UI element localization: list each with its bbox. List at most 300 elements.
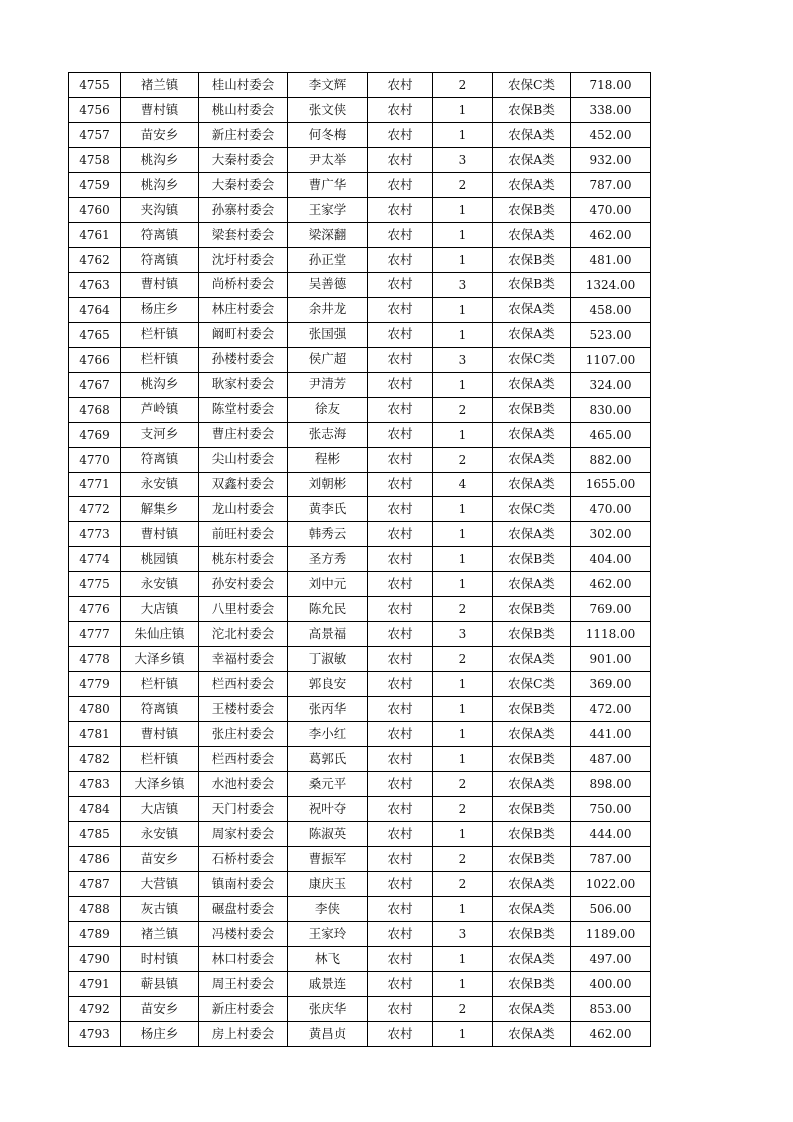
area-type-cell: 农村: [368, 1021, 433, 1046]
township-cell: 曹村镇: [121, 722, 199, 747]
row-number-cell: 4770: [69, 447, 121, 472]
area-type-cell: 农村: [368, 822, 433, 847]
insurance-category-cell: 农保A类: [493, 372, 571, 397]
household-count-cell: 2: [433, 772, 493, 797]
area-type-cell: 农村: [368, 597, 433, 622]
township-cell: 大泽乡镇: [121, 647, 199, 672]
village-committee-cell: 桃东村委会: [199, 547, 288, 572]
amount-cell: 458.00: [571, 297, 651, 322]
name-cell: 曹振军: [288, 847, 368, 872]
household-count-cell: 1: [433, 547, 493, 572]
table-row: [69, 971, 651, 996]
name-cell: 葛郭氏: [288, 747, 368, 772]
township-cell: 苗安乡: [121, 122, 199, 147]
household-count-cell: 2: [433, 597, 493, 622]
amount-cell: 472.00: [571, 697, 651, 722]
household-count-cell: 1: [433, 896, 493, 921]
name-cell: 吴善德: [288, 272, 368, 297]
household-count-cell: 3: [433, 921, 493, 946]
amount-cell: 487.00: [571, 747, 651, 772]
amount-cell: 523.00: [571, 322, 651, 347]
township-cell: 符离镇: [121, 222, 199, 247]
insurance-category-cell: 农保B类: [493, 547, 571, 572]
amount-cell: 1118.00: [571, 622, 651, 647]
household-count-cell: 2: [433, 447, 493, 472]
township-cell: 永安镇: [121, 572, 199, 597]
village-committee-cell: 前旺村委会: [199, 522, 288, 547]
township-cell: 永安镇: [121, 472, 199, 497]
insurance-category-cell: 农保B类: [493, 272, 571, 297]
name-cell: 高景福: [288, 622, 368, 647]
name-cell: 康庆玉: [288, 872, 368, 897]
household-count-cell: 2: [433, 872, 493, 897]
village-committee-cell: 天门村委会: [199, 797, 288, 822]
table-row: [69, 772, 651, 797]
township-cell: 蕲县镇: [121, 971, 199, 996]
area-type-cell: 农村: [368, 847, 433, 872]
amount-cell: 302.00: [571, 522, 651, 547]
name-cell: 张文侠: [288, 97, 368, 122]
insurance-category-cell: 农保B类: [493, 397, 571, 422]
area-type-cell: 农村: [368, 747, 433, 772]
township-cell: 曹村镇: [121, 97, 199, 122]
township-cell: 时村镇: [121, 946, 199, 971]
name-cell: 刘朝彬: [288, 472, 368, 497]
township-cell: 杨庄乡: [121, 297, 199, 322]
household-count-cell: 1: [433, 247, 493, 272]
row-number-cell: 4756: [69, 97, 121, 122]
household-count-cell: 1: [433, 946, 493, 971]
row-number-cell: 4781: [69, 722, 121, 747]
name-cell: 何冬梅: [288, 122, 368, 147]
household-count-cell: 3: [433, 347, 493, 372]
name-cell: 黄昌贞: [288, 1021, 368, 1046]
area-type-cell: 农村: [368, 197, 433, 222]
table-row: [69, 797, 651, 822]
row-number-cell: 4789: [69, 921, 121, 946]
insurance-category-cell: 农保C类: [493, 347, 571, 372]
table-row: [69, 397, 651, 422]
area-type-cell: 农村: [368, 172, 433, 197]
table-row: [69, 647, 651, 672]
table-row: [69, 847, 651, 872]
row-number-cell: 4790: [69, 946, 121, 971]
table-row: [69, 547, 651, 572]
area-type-cell: 农村: [368, 971, 433, 996]
township-cell: 栏杆镇: [121, 672, 199, 697]
table-row: [69, 222, 651, 247]
table-row: [69, 372, 651, 397]
village-committee-cell: 尚桥村委会: [199, 272, 288, 297]
name-cell: 尹清芳: [288, 372, 368, 397]
household-count-cell: 1: [433, 197, 493, 222]
area-type-cell: 农村: [368, 422, 433, 447]
area-type-cell: 农村: [368, 247, 433, 272]
village-committee-cell: 陈堂村委会: [199, 397, 288, 422]
household-count-cell: 2: [433, 73, 493, 98]
township-cell: 曹村镇: [121, 522, 199, 547]
household-count-cell: 2: [433, 397, 493, 422]
insurance-category-cell: 农保A类: [493, 522, 571, 547]
row-number-cell: 4771: [69, 472, 121, 497]
amount-cell: 898.00: [571, 772, 651, 797]
village-committee-cell: 栏西村委会: [199, 747, 288, 772]
township-cell: 芦岭镇: [121, 397, 199, 422]
village-committee-cell: 林口村委会: [199, 946, 288, 971]
household-count-cell: 1: [433, 322, 493, 347]
village-committee-cell: 王楼村委会: [199, 697, 288, 722]
household-count-cell: 2: [433, 172, 493, 197]
amount-cell: 465.00: [571, 422, 651, 447]
township-cell: 桃沟乡: [121, 372, 199, 397]
table-row: [69, 896, 651, 921]
row-number-cell: 4763: [69, 272, 121, 297]
area-type-cell: 农村: [368, 622, 433, 647]
amount-cell: 787.00: [571, 172, 651, 197]
amount-cell: 1655.00: [571, 472, 651, 497]
area-type-cell: 农村: [368, 322, 433, 347]
amount-cell: 830.00: [571, 397, 651, 422]
insurance-category-cell: 农保B类: [493, 97, 571, 122]
table-row: [69, 996, 651, 1021]
village-committee-cell: 阚町村委会: [199, 322, 288, 347]
township-cell: 符离镇: [121, 247, 199, 272]
insurance-category-cell: 农保B类: [493, 622, 571, 647]
village-committee-cell: 耿家村委会: [199, 372, 288, 397]
amount-cell: 750.00: [571, 797, 651, 822]
household-count-cell: 1: [433, 697, 493, 722]
township-cell: 大店镇: [121, 797, 199, 822]
name-cell: 陈淑英: [288, 822, 368, 847]
insurance-category-cell: 农保A类: [493, 422, 571, 447]
name-cell: 祝叶夺: [288, 797, 368, 822]
table-row: [69, 97, 651, 122]
insurance-category-cell: 农保A类: [493, 322, 571, 347]
row-number-cell: 4784: [69, 797, 121, 822]
table-row: [69, 497, 651, 522]
row-number-cell: 4758: [69, 147, 121, 172]
amount-cell: 444.00: [571, 822, 651, 847]
village-committee-cell: 沱北村委会: [199, 622, 288, 647]
village-committee-cell: 石桥村委会: [199, 847, 288, 872]
name-cell: 王家玲: [288, 921, 368, 946]
area-type-cell: 农村: [368, 572, 433, 597]
township-cell: 褚兰镇: [121, 921, 199, 946]
village-committee-cell: 双鑫村委会: [199, 472, 288, 497]
row-number-cell: 4776: [69, 597, 121, 622]
township-cell: 大营镇: [121, 872, 199, 897]
village-committee-cell: 镇南村委会: [199, 872, 288, 897]
amount-cell: 404.00: [571, 547, 651, 572]
village-committee-cell: 周家村委会: [199, 822, 288, 847]
row-number-cell: 4759: [69, 172, 121, 197]
name-cell: 王家学: [288, 197, 368, 222]
row-number-cell: 4788: [69, 896, 121, 921]
amount-cell: 769.00: [571, 597, 651, 622]
insurance-category-cell: 农保B类: [493, 847, 571, 872]
household-count-cell: 2: [433, 996, 493, 1021]
village-committee-cell: 水池村委会: [199, 772, 288, 797]
name-cell: 刘中元: [288, 572, 368, 597]
village-committee-cell: 大秦村委会: [199, 147, 288, 172]
insurance-category-cell: 农保A类: [493, 447, 571, 472]
name-cell: 张丙华: [288, 697, 368, 722]
insurance-category-cell: 农保A类: [493, 172, 571, 197]
insurance-category-cell: 农保A类: [493, 647, 571, 672]
amount-cell: 462.00: [571, 572, 651, 597]
household-count-cell: 1: [433, 722, 493, 747]
name-cell: 李文辉: [288, 73, 368, 98]
area-type-cell: 农村: [368, 147, 433, 172]
village-committee-cell: 沈圩村委会: [199, 247, 288, 272]
row-number-cell: 4787: [69, 872, 121, 897]
insurance-category-cell: 农保A类: [493, 722, 571, 747]
household-count-cell: 3: [433, 147, 493, 172]
area-type-cell: 农村: [368, 347, 433, 372]
name-cell: 林飞: [288, 946, 368, 971]
township-cell: 桃沟乡: [121, 147, 199, 172]
row-number-cell: 4765: [69, 322, 121, 347]
insurance-category-cell: 农保B类: [493, 697, 571, 722]
row-number-cell: 4766: [69, 347, 121, 372]
household-count-cell: 1: [433, 822, 493, 847]
amount-cell: 462.00: [571, 222, 651, 247]
area-type-cell: 农村: [368, 472, 433, 497]
amount-cell: 1022.00: [571, 872, 651, 897]
village-committee-cell: 冯楼村委会: [199, 921, 288, 946]
insurance-category-cell: 农保A类: [493, 772, 571, 797]
village-committee-cell: 八里村委会: [199, 597, 288, 622]
table-row: [69, 347, 651, 372]
village-committee-cell: 新庄村委会: [199, 122, 288, 147]
table-row: [69, 946, 651, 971]
row-number-cell: 4778: [69, 647, 121, 672]
township-cell: 苗安乡: [121, 996, 199, 1021]
household-count-cell: 2: [433, 647, 493, 672]
township-cell: 大店镇: [121, 597, 199, 622]
row-number-cell: 4774: [69, 547, 121, 572]
table-row: [69, 747, 651, 772]
name-cell: 丁淑敏: [288, 647, 368, 672]
table-row: [69, 422, 651, 447]
amount-cell: 1324.00: [571, 272, 651, 297]
insurance-category-cell: 农保C类: [493, 497, 571, 522]
insurance-category-cell: 农保A类: [493, 472, 571, 497]
insurance-category-cell: 农保B类: [493, 597, 571, 622]
table-row: [69, 472, 651, 497]
area-type-cell: 农村: [368, 672, 433, 697]
area-type-cell: 农村: [368, 73, 433, 98]
table-row: [69, 921, 651, 946]
row-number-cell: 4775: [69, 572, 121, 597]
insurance-category-cell: 农保B类: [493, 747, 571, 772]
insurance-category-cell: 农保A类: [493, 147, 571, 172]
area-type-cell: 农村: [368, 547, 433, 572]
row-number-cell: 4772: [69, 497, 121, 522]
row-number-cell: 4782: [69, 747, 121, 772]
township-cell: 桃沟乡: [121, 172, 199, 197]
insurance-category-cell: 农保B类: [493, 797, 571, 822]
household-count-cell: 1: [433, 522, 493, 547]
amount-cell: 718.00: [571, 73, 651, 98]
area-type-cell: 农村: [368, 297, 433, 322]
amount-cell: 452.00: [571, 122, 651, 147]
table-row: [69, 122, 651, 147]
insurance-category-cell: 农保A类: [493, 1021, 571, 1046]
insurance-category-cell: 农保C类: [493, 672, 571, 697]
village-committee-cell: 曹庄村委会: [199, 422, 288, 447]
row-number-cell: 4791: [69, 971, 121, 996]
amount-cell: 369.00: [571, 672, 651, 697]
row-number-cell: 4768: [69, 397, 121, 422]
table-row: [69, 172, 651, 197]
household-count-cell: 1: [433, 497, 493, 522]
table-row: [69, 697, 651, 722]
table-row: [69, 297, 651, 322]
township-cell: 大泽乡镇: [121, 772, 199, 797]
household-count-cell: 3: [433, 622, 493, 647]
row-number-cell: 4761: [69, 222, 121, 247]
township-cell: 栏杆镇: [121, 747, 199, 772]
amount-cell: 901.00: [571, 647, 651, 672]
village-committee-cell: 尖山村委会: [199, 447, 288, 472]
household-count-cell: 1: [433, 672, 493, 697]
household-count-cell: 1: [433, 1021, 493, 1046]
table-row: [69, 447, 651, 472]
subsidy-table: [68, 72, 651, 1047]
amount-cell: 338.00: [571, 97, 651, 122]
row-number-cell: 4792: [69, 996, 121, 1021]
area-type-cell: 农村: [368, 996, 433, 1021]
area-type-cell: 农村: [368, 872, 433, 897]
insurance-category-cell: 农保B类: [493, 247, 571, 272]
township-cell: 支河乡: [121, 422, 199, 447]
row-number-cell: 4793: [69, 1021, 121, 1046]
household-count-cell: 2: [433, 847, 493, 872]
area-type-cell: 农村: [368, 921, 433, 946]
insurance-category-cell: 农保A类: [493, 222, 571, 247]
row-number-cell: 4757: [69, 122, 121, 147]
area-type-cell: 农村: [368, 122, 433, 147]
name-cell: 郭良安: [288, 672, 368, 697]
name-cell: 桑元平: [288, 772, 368, 797]
insurance-category-cell: 农保A类: [493, 996, 571, 1021]
village-committee-cell: 幸福村委会: [199, 647, 288, 672]
area-type-cell: 农村: [368, 397, 433, 422]
row-number-cell: 4755: [69, 73, 121, 98]
name-cell: 戚景连: [288, 971, 368, 996]
insurance-category-cell: 农保A类: [493, 896, 571, 921]
amount-cell: 324.00: [571, 372, 651, 397]
table-row: [69, 822, 651, 847]
table-row: [69, 622, 651, 647]
row-number-cell: 4777: [69, 622, 121, 647]
table-row: [69, 1021, 651, 1046]
name-cell: 圣方秀: [288, 547, 368, 572]
table-row: [69, 722, 651, 747]
table-row: [69, 597, 651, 622]
table-row: [69, 197, 651, 222]
name-cell: 余井龙: [288, 297, 368, 322]
amount-cell: 1189.00: [571, 921, 651, 946]
table-row: [69, 73, 651, 98]
row-number-cell: 4785: [69, 822, 121, 847]
amount-cell: 400.00: [571, 971, 651, 996]
table-row: [69, 322, 651, 347]
area-type-cell: 农村: [368, 647, 433, 672]
name-cell: 曹广华: [288, 172, 368, 197]
table-row: [69, 522, 651, 547]
row-number-cell: 4764: [69, 297, 121, 322]
insurance-category-cell: 农保B类: [493, 197, 571, 222]
amount-cell: 506.00: [571, 896, 651, 921]
name-cell: 黄李氏: [288, 497, 368, 522]
amount-cell: 787.00: [571, 847, 651, 872]
amount-cell: 481.00: [571, 247, 651, 272]
household-count-cell: 2: [433, 797, 493, 822]
amount-cell: 932.00: [571, 147, 651, 172]
area-type-cell: 农村: [368, 97, 433, 122]
area-type-cell: 农村: [368, 946, 433, 971]
area-type-cell: 农村: [368, 497, 433, 522]
household-count-cell: 1: [433, 222, 493, 247]
area-type-cell: 农村: [368, 896, 433, 921]
village-committee-cell: 孙安村委会: [199, 572, 288, 597]
name-cell: 张志海: [288, 422, 368, 447]
village-committee-cell: 桂山村委会: [199, 73, 288, 98]
insurance-category-cell: 农保A类: [493, 297, 571, 322]
household-count-cell: 4: [433, 472, 493, 497]
village-committee-cell: 周王村委会: [199, 971, 288, 996]
area-type-cell: 农村: [368, 372, 433, 397]
village-committee-cell: 大秦村委会: [199, 172, 288, 197]
name-cell: 孙正堂: [288, 247, 368, 272]
insurance-category-cell: 农保A类: [493, 122, 571, 147]
name-cell: 张国强: [288, 322, 368, 347]
township-cell: 解集乡: [121, 497, 199, 522]
village-committee-cell: 栏西村委会: [199, 672, 288, 697]
amount-cell: 882.00: [571, 447, 651, 472]
name-cell: 张庆华: [288, 996, 368, 1021]
village-committee-cell: 张庄村委会: [199, 722, 288, 747]
table-row: [69, 572, 651, 597]
household-count-cell: 1: [433, 747, 493, 772]
township-cell: 灰古镇: [121, 896, 199, 921]
row-number-cell: 4769: [69, 422, 121, 447]
name-cell: 徐友: [288, 397, 368, 422]
township-cell: 曹村镇: [121, 272, 199, 297]
table-row: [69, 272, 651, 297]
table-row: [69, 247, 651, 272]
household-count-cell: 1: [433, 297, 493, 322]
amount-cell: 1107.00: [571, 347, 651, 372]
area-type-cell: 农村: [368, 772, 433, 797]
household-count-cell: 1: [433, 122, 493, 147]
table-row: [69, 147, 651, 172]
village-committee-cell: 桃山村委会: [199, 97, 288, 122]
township-cell: 栏杆镇: [121, 347, 199, 372]
area-type-cell: 农村: [368, 722, 433, 747]
township-cell: 符离镇: [121, 697, 199, 722]
area-type-cell: 农村: [368, 272, 433, 297]
household-count-cell: 1: [433, 971, 493, 996]
name-cell: 侯广超: [288, 347, 368, 372]
insurance-category-cell: 农保A类: [493, 572, 571, 597]
row-number-cell: 4786: [69, 847, 121, 872]
row-number-cell: 4762: [69, 247, 121, 272]
amount-cell: 470.00: [571, 197, 651, 222]
area-type-cell: 农村: [368, 797, 433, 822]
